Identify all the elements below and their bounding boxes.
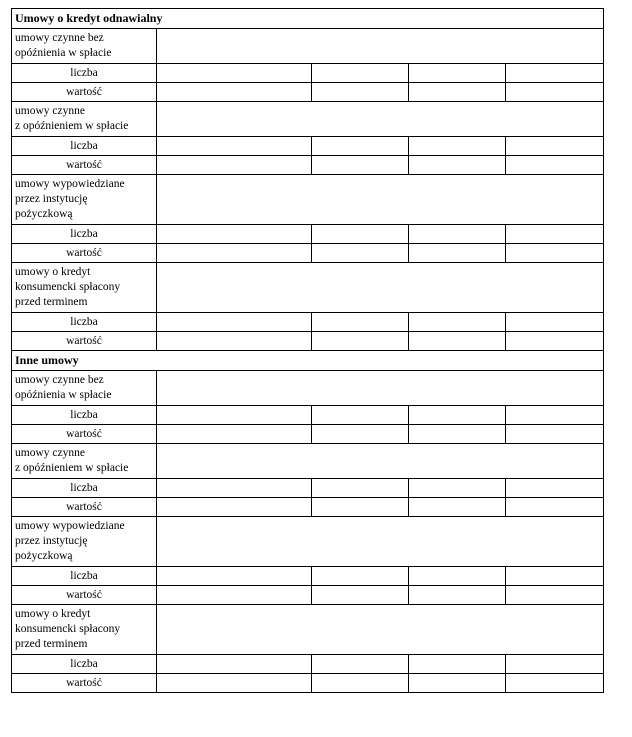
- metric-row: [12, 137, 604, 156]
- metric-label: wartość: [12, 498, 157, 517]
- group-row: [12, 102, 604, 137]
- group-row: [12, 605, 604, 655]
- entry-cell[interactable]: [157, 406, 312, 425]
- group-row: [12, 263, 604, 313]
- metric-row: [12, 406, 604, 425]
- group-blank-cell: [157, 29, 604, 64]
- metric-row: [12, 498, 604, 517]
- metric-label: wartość: [12, 83, 157, 102]
- metric-label: wartość: [12, 244, 157, 263]
- entry-cell[interactable]: [312, 674, 409, 693]
- entry-cell[interactable]: [157, 313, 312, 332]
- entry-cell[interactable]: [409, 655, 506, 674]
- section-header-row: [12, 351, 604, 371]
- metric-row: [12, 64, 604, 83]
- metric-row: [12, 567, 604, 586]
- section-title: Inne umowy: [12, 351, 604, 371]
- metric-label: liczba: [12, 567, 157, 586]
- entry-cell[interactable]: [157, 674, 312, 693]
- group-label: umowy wypowiedziane przez instytucję pożyczkową: [12, 517, 157, 567]
- entry-cell[interactable]: [506, 225, 604, 244]
- group-blank-cell: [157, 444, 604, 479]
- metric-label: liczba: [12, 137, 157, 156]
- entry-cell[interactable]: [506, 567, 604, 586]
- group-row: [12, 371, 604, 406]
- entry-cell[interactable]: [312, 64, 409, 83]
- metric-row: [12, 479, 604, 498]
- metric-row: [12, 674, 604, 693]
- entry-cell[interactable]: [157, 567, 312, 586]
- entry-cell[interactable]: [409, 332, 506, 351]
- report-table-body: [12, 9, 604, 693]
- group-label: umowy czynne bez opóźnienia w spłacie: [12, 371, 157, 406]
- group-blank-cell: [157, 102, 604, 137]
- group-blank-cell: [157, 175, 604, 225]
- entry-cell[interactable]: [409, 244, 506, 263]
- entry-cell[interactable]: [157, 332, 312, 351]
- entry-cell[interactable]: [409, 567, 506, 586]
- entry-cell[interactable]: [312, 313, 409, 332]
- entry-cell[interactable]: [506, 64, 604, 83]
- metric-row: [12, 225, 604, 244]
- entry-cell[interactable]: [506, 498, 604, 517]
- section-header-row: [12, 9, 604, 29]
- entry-cell[interactable]: [506, 479, 604, 498]
- metric-row: [12, 244, 604, 263]
- group-blank-cell: [157, 371, 604, 406]
- entry-cell[interactable]: [157, 655, 312, 674]
- entry-cell[interactable]: [409, 64, 506, 83]
- entry-cell[interactable]: [506, 655, 604, 674]
- entry-cell[interactable]: [312, 586, 409, 605]
- entry-cell[interactable]: [409, 498, 506, 517]
- entry-cell[interactable]: [157, 586, 312, 605]
- entry-cell[interactable]: [409, 425, 506, 444]
- group-label: umowy czynne z opóźnieniem w spłacie: [12, 102, 157, 137]
- entry-cell[interactable]: [312, 406, 409, 425]
- entry-cell[interactable]: [312, 567, 409, 586]
- group-label: umowy czynne bez opóźnienia w spłacie: [12, 29, 157, 64]
- entry-cell[interactable]: [409, 674, 506, 693]
- entry-cell[interactable]: [157, 137, 312, 156]
- metric-row: [12, 332, 604, 351]
- group-row: [12, 175, 604, 225]
- entry-cell[interactable]: [157, 225, 312, 244]
- group-label: umowy czynne z opóźnieniem w spłacie: [12, 444, 157, 479]
- entry-cell[interactable]: [409, 137, 506, 156]
- group-row: [12, 29, 604, 64]
- entry-cell[interactable]: [157, 64, 312, 83]
- entry-cell[interactable]: [409, 313, 506, 332]
- entry-cell[interactable]: [157, 244, 312, 263]
- entry-cell[interactable]: [312, 655, 409, 674]
- entry-cell[interactable]: [312, 332, 409, 351]
- entry-cell[interactable]: [506, 244, 604, 263]
- group-blank-cell: [157, 517, 604, 567]
- metric-label: wartość: [12, 332, 157, 351]
- entry-cell[interactable]: [409, 479, 506, 498]
- metric-label: wartość: [12, 674, 157, 693]
- group-label: umowy o kredyt konsumencki spłacony przed terminem: [12, 263, 157, 313]
- metric-label: liczba: [12, 655, 157, 674]
- metric-row: [12, 313, 604, 332]
- metric-label: liczba: [12, 313, 157, 332]
- entry-cell[interactable]: [157, 156, 312, 175]
- entry-cell[interactable]: [409, 156, 506, 175]
- entry-cell[interactable]: [312, 83, 409, 102]
- entry-cell[interactable]: [312, 156, 409, 175]
- report-table: [11, 8, 604, 693]
- entry-cell[interactable]: [506, 425, 604, 444]
- group-label: umowy o kredyt konsumencki spłacony przed terminem: [12, 605, 157, 655]
- section-title: Umowy o kredyt odnawialny: [12, 9, 604, 29]
- entry-cell[interactable]: [409, 225, 506, 244]
- entry-cell[interactable]: [506, 156, 604, 175]
- entry-cell[interactable]: [409, 586, 506, 605]
- entry-cell[interactable]: [506, 83, 604, 102]
- entry-cell[interactable]: [312, 498, 409, 517]
- metric-row: [12, 425, 604, 444]
- entry-cell[interactable]: [312, 425, 409, 444]
- entry-cell[interactable]: [157, 498, 312, 517]
- entry-cell[interactable]: [506, 313, 604, 332]
- metric-label: liczba: [12, 479, 157, 498]
- metric-row: [12, 83, 604, 102]
- entry-cell[interactable]: [157, 425, 312, 444]
- entry-cell[interactable]: [506, 674, 604, 693]
- entry-cell[interactable]: [409, 83, 506, 102]
- entry-cell[interactable]: [506, 332, 604, 351]
- entry-cell[interactable]: [312, 479, 409, 498]
- entry-cell[interactable]: [312, 137, 409, 156]
- entry-cell[interactable]: [506, 586, 604, 605]
- metric-row: [12, 655, 604, 674]
- entry-cell[interactable]: [506, 137, 604, 156]
- metric-label: wartość: [12, 425, 157, 444]
- entry-cell[interactable]: [157, 479, 312, 498]
- metric-label: liczba: [12, 406, 157, 425]
- metric-row: [12, 586, 604, 605]
- entry-cell[interactable]: [506, 406, 604, 425]
- entry-cell[interactable]: [312, 244, 409, 263]
- group-blank-cell: [157, 605, 604, 655]
- metric-label: wartość: [12, 586, 157, 605]
- group-row: [12, 444, 604, 479]
- entry-cell[interactable]: [409, 406, 506, 425]
- group-row: [12, 517, 604, 567]
- group-label: umowy wypowiedziane przez instytucję pożyczkową: [12, 175, 157, 225]
- metric-label: wartość: [12, 156, 157, 175]
- entry-cell[interactable]: [312, 225, 409, 244]
- metric-label: liczba: [12, 225, 157, 244]
- metric-row: [12, 156, 604, 175]
- group-blank-cell: [157, 263, 604, 313]
- metric-label: liczba: [12, 64, 157, 83]
- entry-cell[interactable]: [157, 83, 312, 102]
